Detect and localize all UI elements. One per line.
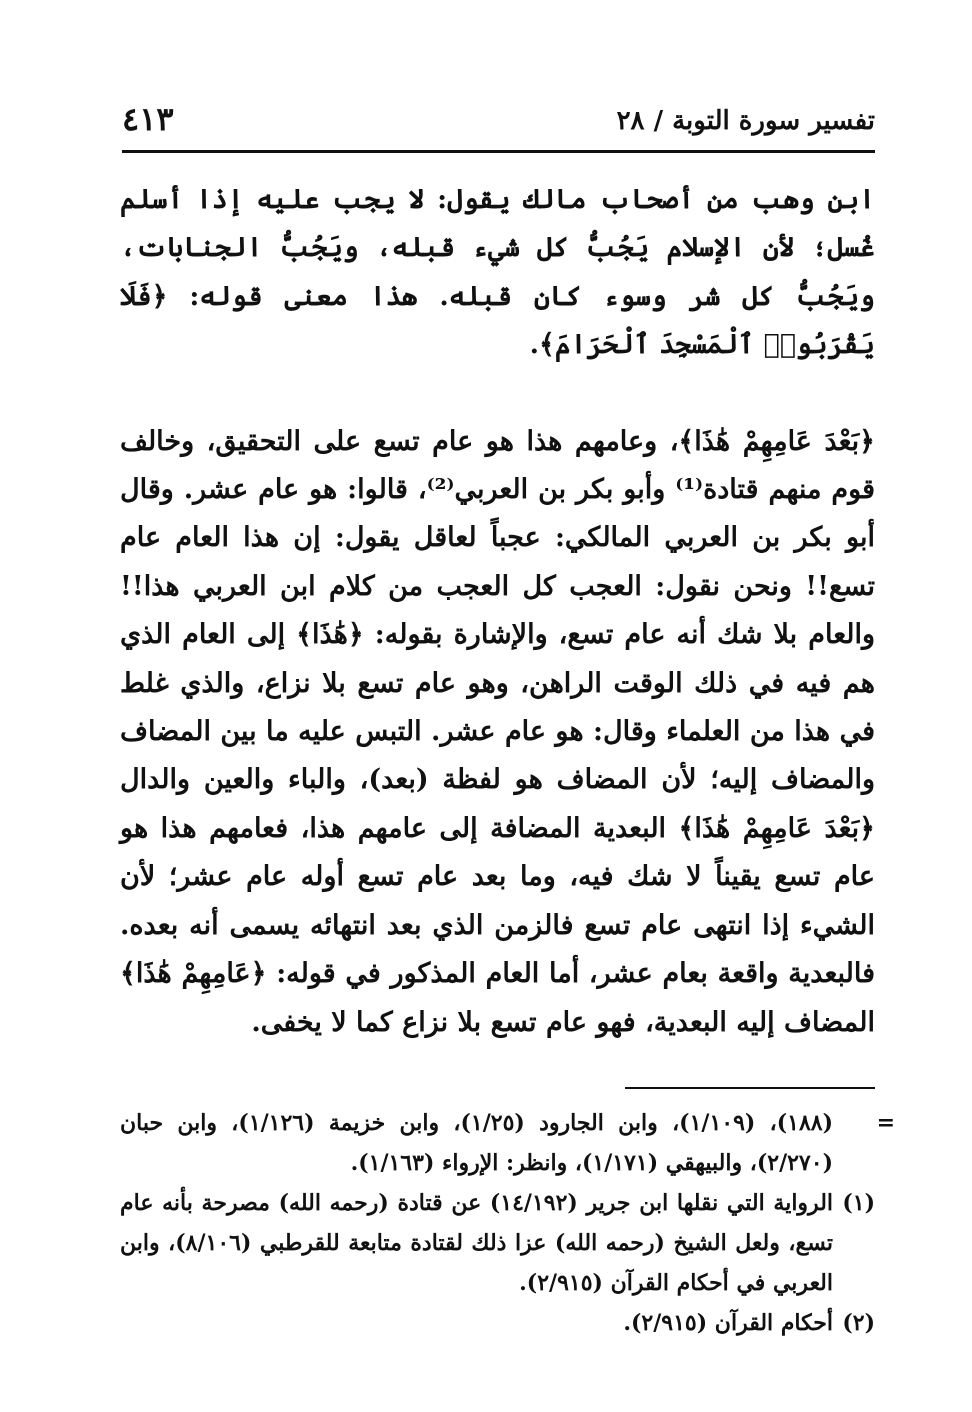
paragraph-2: ﴿بَعْدَ عَامِهِمْ هَٰذَا﴾، وعامهم هذا هو عام تسع على التحقيق، وخالف قوم منهم قتادة⁽¹⁾ وأبو بكر بن العربي⁽²⁾، قالوا: هو عام عشر. وقال أبو بكر بن العربي المالكي: عجباً لعاقل يقول: إن هذا العام عام تسع!! ونحن نقول: العجب كل العجب من كلام ابن العربي هذا!! والعام بلا شك أنه عام تسع، والإشارة بقوله: ﴿هَٰذَا﴾ إلى العام الذي هم فيه في ذلك الوقت الراهن، وهو عام تسع بلا نزاع، والذي غلط في هذا من العلماء وقال: هو عام عشر. التبس عليه ما بين المضاف والمضاف إليه؛ لأن المضاف هو لفظة (بعد)، والباء والعين والدال ﴿بَعْدَ عَامِهِمْ هَٰذَا﴾ البعدية المضافة إلى عامهم هذا، فعامهم هذا هو عام تسع يقيناً لا شك فيه، وما بعد عام تسع أوله عام عشر؛ لأن الشيء إذا انتهى عام تسع فالزمن الذي بعد انتهائه يسمى أنه بعده. فالبعدية واقعة بعام عشر، أما العام المذكور في قوله: ﴿عَامِهِمْ هَٰذَا﴾ المضاف إليه البعدية، فهو عام تسع بلا نزاع كما لا يخفى. (120, 425, 876, 1038)
header-rule (122, 150, 875, 153)
footnote-text: الرواية التي نقلها ابن جرير (١٤/١٩٢) عن قتادة (رحمه الله) مصرحة بأنه عام تسع، ولعل الشيخ (رحمه الله) عزا ذلك لقتادة متابعة للقرطبي (٨/١٠٦)، وابن العربي في أحكام القرآن (٢/٩١٥). (120, 1190, 834, 1296)
footnote-text: أحكام القرآن (٢/٩١٥). (623, 1310, 833, 1336)
footnote-marker: (٢) (842, 1310, 875, 1336)
page-header (122, 96, 875, 144)
page-number: ٤١٣ (122, 100, 174, 138)
footnote-continuation-marker: = (876, 1110, 895, 1136)
footnote-separator (625, 1087, 875, 1089)
footnote-2 (120, 1303, 875, 1343)
footnote-1 (120, 1183, 875, 1303)
footnote-text: (١٨٨)، (١/١٠٩)، وابن الجارود (١/٢٥)، وابن خزيمة (١/١٢٦)، وابن حبان (٢/٢٧٠)، والبيهقي (١/١٧١)، وانظر: الإرواء (١/١٦٣). (120, 1110, 833, 1176)
footnotes (120, 1103, 895, 1343)
running-title: تفسير سورة التوبة / ٢٨ (616, 106, 875, 136)
paragraph-1: ابن وهب من أصحاب مالك يقول: لا يجب عليه إذا أسلم غُسل؛ لأن الإسلام يَجُبُّ كل شيء قبله، ويَجُبُّ الجنابات، ويَجُبُّ كل شر وسوء كان قبله. هذا معنى قوله: ﴿فَلَا يَقْرَبُوا۟ ٱلْمَسْجِدَ ٱلْحَرَامَ﴾. (120, 184, 875, 361)
footnote-continued (120, 1103, 895, 1183)
main-text (120, 176, 875, 1047)
footnote-marker: (١) (842, 1190, 875, 1216)
